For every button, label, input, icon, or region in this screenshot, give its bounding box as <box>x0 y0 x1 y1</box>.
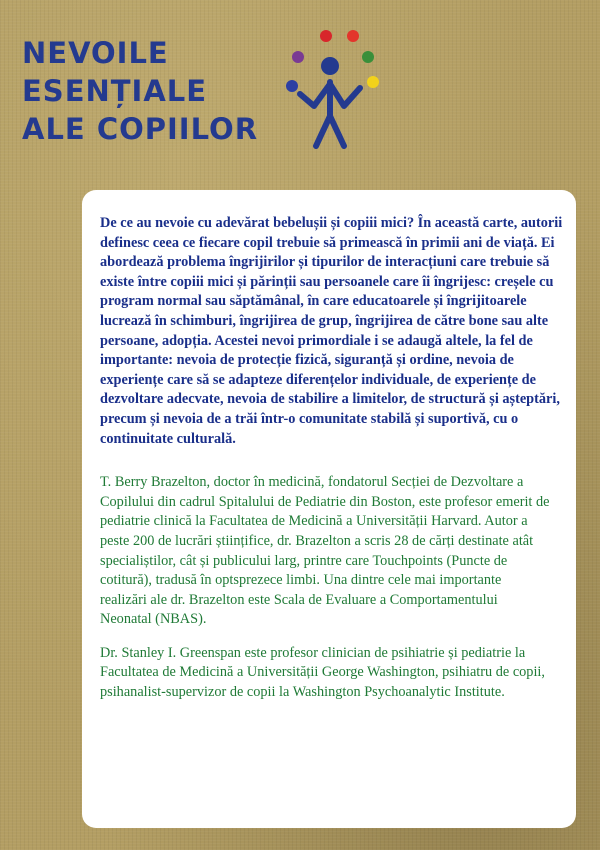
intro-paragraph: De ce au nevoie cu adevărat bebelușii și copiii mici? În această carte, autorii definesc ceea ce fiecare copil trebuie să primească în primii ani de viață. Ei abordează problema îngrijirilor și tipurilor de interacțiuni care trebuie să existe între copiii mici și părinții sau persoanele care îi îngrijesc: creșele cu program normal sau săptămânal, în care educatoarele și îngrijitoarele lucrează în schimburi, îngrijirea de grup, îngrijirea de către bone sau alte persoane, adopția. Acestei nevoi primordiale i se adaugă altele, la fel de importante: nevoia de protecție fizică, siguranță și ordine, nevoia de experiențe care să se adapteze diferențelor individuale, de experiențe de dezvoltare adecvate, nevoia de stabilire a limitelor, de structură și așteptări, precum și nevoia de a trăi într-o comunitate stabilă și suportivă, cu o continuitate culturală. <box>100 215 563 447</box>
ball-green <box>362 51 374 63</box>
title-line-3: ALE COPIILOR <box>22 112 259 146</box>
ball-purple <box>292 51 304 63</box>
back-cover-text <box>100 214 570 703</box>
figure <box>300 57 360 146</box>
figure-legs <box>316 116 344 146</box>
juggling-figure-icon <box>278 24 398 154</box>
bio-greenspan: Dr. Stanley I. Greenspan este profesor clinician de psihiatrie și pediatrie la Facultatea de Medicină a Universității George Washington, psihiatru de copii, psihanalist-supervizor de copii la Washington Psychoanalytic Institute. <box>100 644 545 701</box>
book-title <box>22 34 258 148</box>
figure-head <box>321 57 339 75</box>
title-line-2: ESENȚIALE <box>22 74 208 108</box>
ball-yellow <box>367 76 379 88</box>
ball-red-2 <box>347 30 359 42</box>
ball-red <box>320 30 332 42</box>
title-line-1: NEVOILE <box>22 36 169 70</box>
ball-blue <box>286 80 298 92</box>
bio-brazelton: T. Berry Brazelton, doctor în medicină, fondatorul Secției de Dezvoltare a Copilului din cadrul Spitalului de Pediatrie din Boston, este profesor emerit de pediatrie clinică la Facultatea de Medicină a Universității Harvard. Autor a peste 200 de lucrări științifice, dr. Brazelton a scris 28 de cărți destinate atât specialiștilor, cât și publicului larg, printre care Touchpoints (Puncte de cotitură), tradusă în optsprezece limbi. Una dintre cele mai importante realizări ale dr. Brazelton este Scala de Evaluare a Comportamentului Neonatal (NBAS). <box>100 474 550 628</box>
